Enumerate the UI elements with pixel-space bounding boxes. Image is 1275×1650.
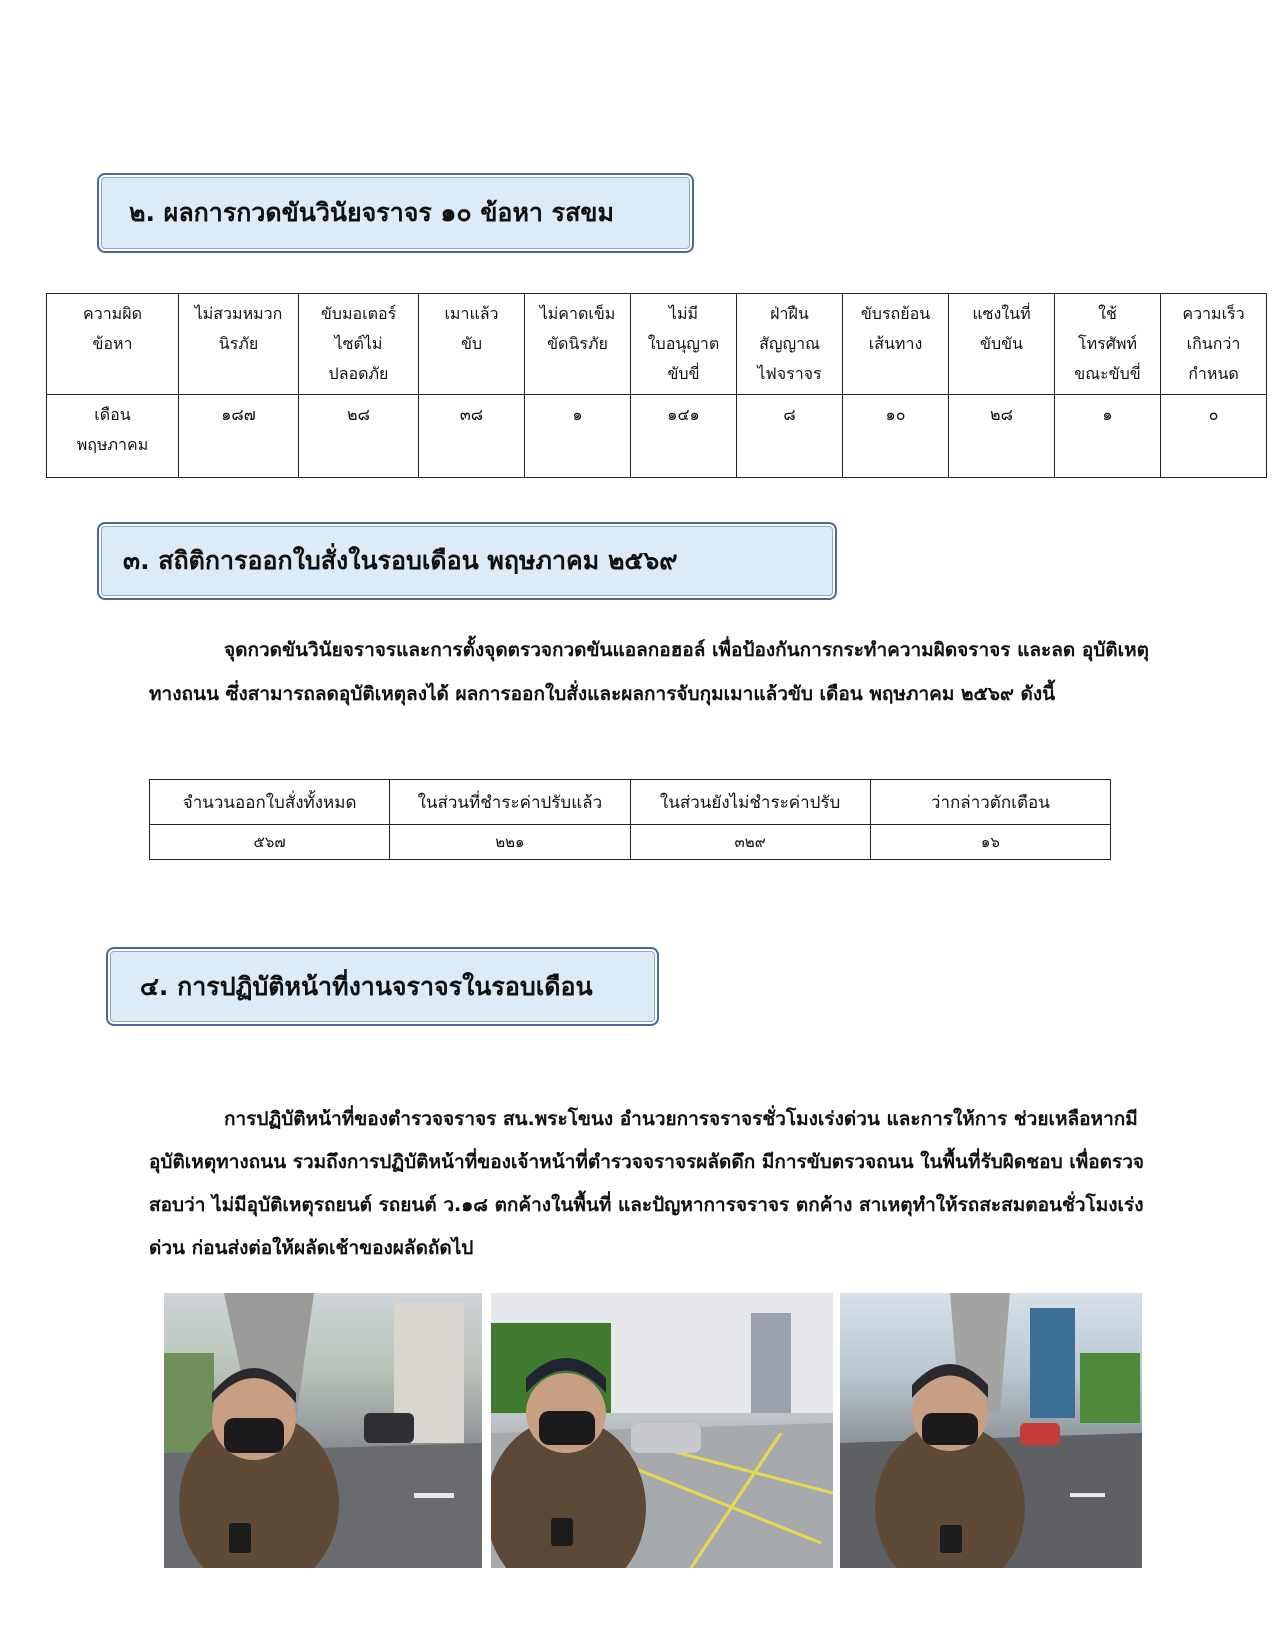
ticket-header: ในส่วนที่ชำระค่าปรับแล้ว	[390, 780, 630, 825]
violation-count: ๑	[525, 395, 631, 478]
ticket-header: ว่ากล่าวตักเตือน	[870, 780, 1110, 825]
header-line: กำหนด	[1188, 364, 1239, 383]
header-line: ปลอดภัย	[328, 364, 389, 383]
section-3-title: ๓. สถิติการออกใบสั่งในรอบเดือน พฤษภาคม ๒๕๖๙	[123, 546, 678, 575]
header-line: โทรศัพท์	[1078, 334, 1137, 353]
violation-count: ๒๘	[949, 395, 1055, 478]
row-label-line: เดือน	[94, 405, 131, 424]
officer-photo-3	[840, 1293, 1142, 1568]
header-line: ความผิด	[83, 304, 142, 323]
header-line: ไฟจราจร	[757, 364, 822, 383]
row-label-month	[47, 395, 179, 478]
header-line: ไม่มี	[668, 304, 699, 323]
header-line: ขับขี่	[667, 364, 700, 383]
header-line: ขับขัน	[980, 334, 1023, 353]
header-violation-5	[631, 294, 737, 395]
header-offense-label	[47, 294, 179, 395]
officer-photo-2	[491, 1293, 833, 1568]
header-violation-2	[299, 294, 419, 395]
violation-count: ๓๘	[419, 395, 525, 478]
ticket-count: ๓๒๙	[630, 825, 870, 860]
violation-count: ๑๐	[843, 395, 949, 478]
header-line: ข้อหา	[92, 334, 133, 353]
header-line: ขณะขับขี่	[1074, 364, 1141, 383]
header-line: ไซต์ไม่	[334, 334, 383, 353]
header-line: ใช้	[1098, 304, 1117, 323]
header-violation-1	[179, 294, 299, 395]
header-line: สัญญาณ	[759, 334, 820, 353]
section-4-paragraph	[149, 1098, 1169, 1270]
tickets-header-row	[150, 780, 1111, 825]
header-line: ขับมอเตอร์	[320, 304, 397, 323]
violation-count: ๑๘๗	[179, 395, 299, 478]
header-violation-8	[949, 294, 1055, 395]
header-violation-9	[1055, 294, 1161, 395]
header-line: ความเร็ว	[1182, 304, 1245, 323]
header-line: ขัดนิรภัย	[547, 334, 608, 353]
section-2-heading	[97, 173, 694, 253]
header-line: เมาแล้ว	[444, 304, 499, 323]
header-line: ขับ	[460, 334, 483, 353]
header-line: ไม่สวมหมวก	[194, 304, 283, 323]
section-3-paragraph-text: จุดกวดขันวินัยจราจรและการตั้งจุดตรวจกวดขันแอลกอฮอล์ เพื่อป้องกันการกระทำความผิดจราจร และลด อุบัติเหตุทางถนน ซึ่งสามารถลดอุบัติเหตุลงได้ ผลการออกใบสั่งและผลการจับกุมเมาแล้วขับ เดือน พฤษภาคม ๒๕๖๙ ดังนี้	[149, 639, 1149, 705]
violation-count: ๐	[1161, 395, 1267, 478]
ticket-header: ในส่วนยังไม่ชำระค่าปรับ	[630, 780, 870, 825]
section-4-title: ๔. การปฏิบัติหน้าที่งานจราจรในรอบเดือน	[140, 971, 593, 1001]
header-violation-3	[419, 294, 525, 395]
violations-table	[46, 293, 1267, 478]
row-label-line: พฤษภาคม	[76, 435, 149, 454]
violation-count: ๘	[737, 395, 843, 478]
header-line: เกินกว่า	[1186, 334, 1241, 353]
violations-data-row	[47, 395, 1267, 478]
header-line: ขับรถย้อน	[860, 304, 931, 323]
section-2-title: ๒. ผลการกวดขันวินัยจราจร ๑๐ ข้อหา รสขม	[129, 198, 614, 227]
header-line: ฝ่าฝืน	[770, 304, 809, 323]
header-line: ไม่คาดเข็ม	[539, 304, 616, 323]
officer-photo-1	[164, 1293, 482, 1568]
header-line: เส้นทาง	[868, 334, 923, 353]
header-line: ใบอนุญาต	[647, 334, 720, 353]
ticket-header: จำนวนออกใบสั่งทั้งหมด	[150, 780, 390, 825]
violation-count: ๒๘	[299, 395, 419, 478]
tickets-table	[149, 779, 1111, 860]
ticket-count: ๕๖๗	[150, 825, 390, 860]
violation-count: ๑๔๑	[631, 395, 737, 478]
violations-header-row	[47, 294, 1267, 395]
header-line: แซงในที่	[972, 304, 1031, 323]
violation-count: ๑	[1055, 395, 1161, 478]
section-4-heading	[106, 947, 659, 1026]
header-violation-10	[1161, 294, 1267, 395]
ticket-count: ๑๖	[870, 825, 1110, 860]
ticket-count: ๒๒๑	[390, 825, 630, 860]
header-violation-4	[525, 294, 631, 395]
tickets-data-row	[150, 825, 1111, 860]
section-3-paragraph	[149, 628, 1169, 716]
header-violation-7	[843, 294, 949, 395]
section-4-paragraph-text: การปฏิบัติหน้าที่ของตำรวจจราจร สน.พระโขนง อำนวยการจราจรชั่วโมงเร่งด่วน และการให้การ ช่วยเหลือหากมีอุบัติเหตุทางถนน รวมถึงการปฏิบัติหน้าที่ของเจ้าหน้าที่ตำรวจจราจรผลัดดึก มีการขับตรวจถนน ในพื้นที่รับผิดชอบ เพื่อตรวจสอบว่า ไม่มีอุบัติเหตุรถยนต์ รถยนต์ ว.๑๘ ตกค้างในพื้นที่ และปัญหาการจราจร ตกค้าง สาเหตุทำให้รถสะสมตอนชั่วโมงเร่งด่วน ก่อนส่งต่อให้ผลัดเช้าของผลัดถัดไป	[149, 1108, 1145, 1259]
section-3-heading	[97, 522, 837, 600]
header-violation-6	[737, 294, 843, 395]
header-line: นิรภัย	[218, 334, 259, 353]
